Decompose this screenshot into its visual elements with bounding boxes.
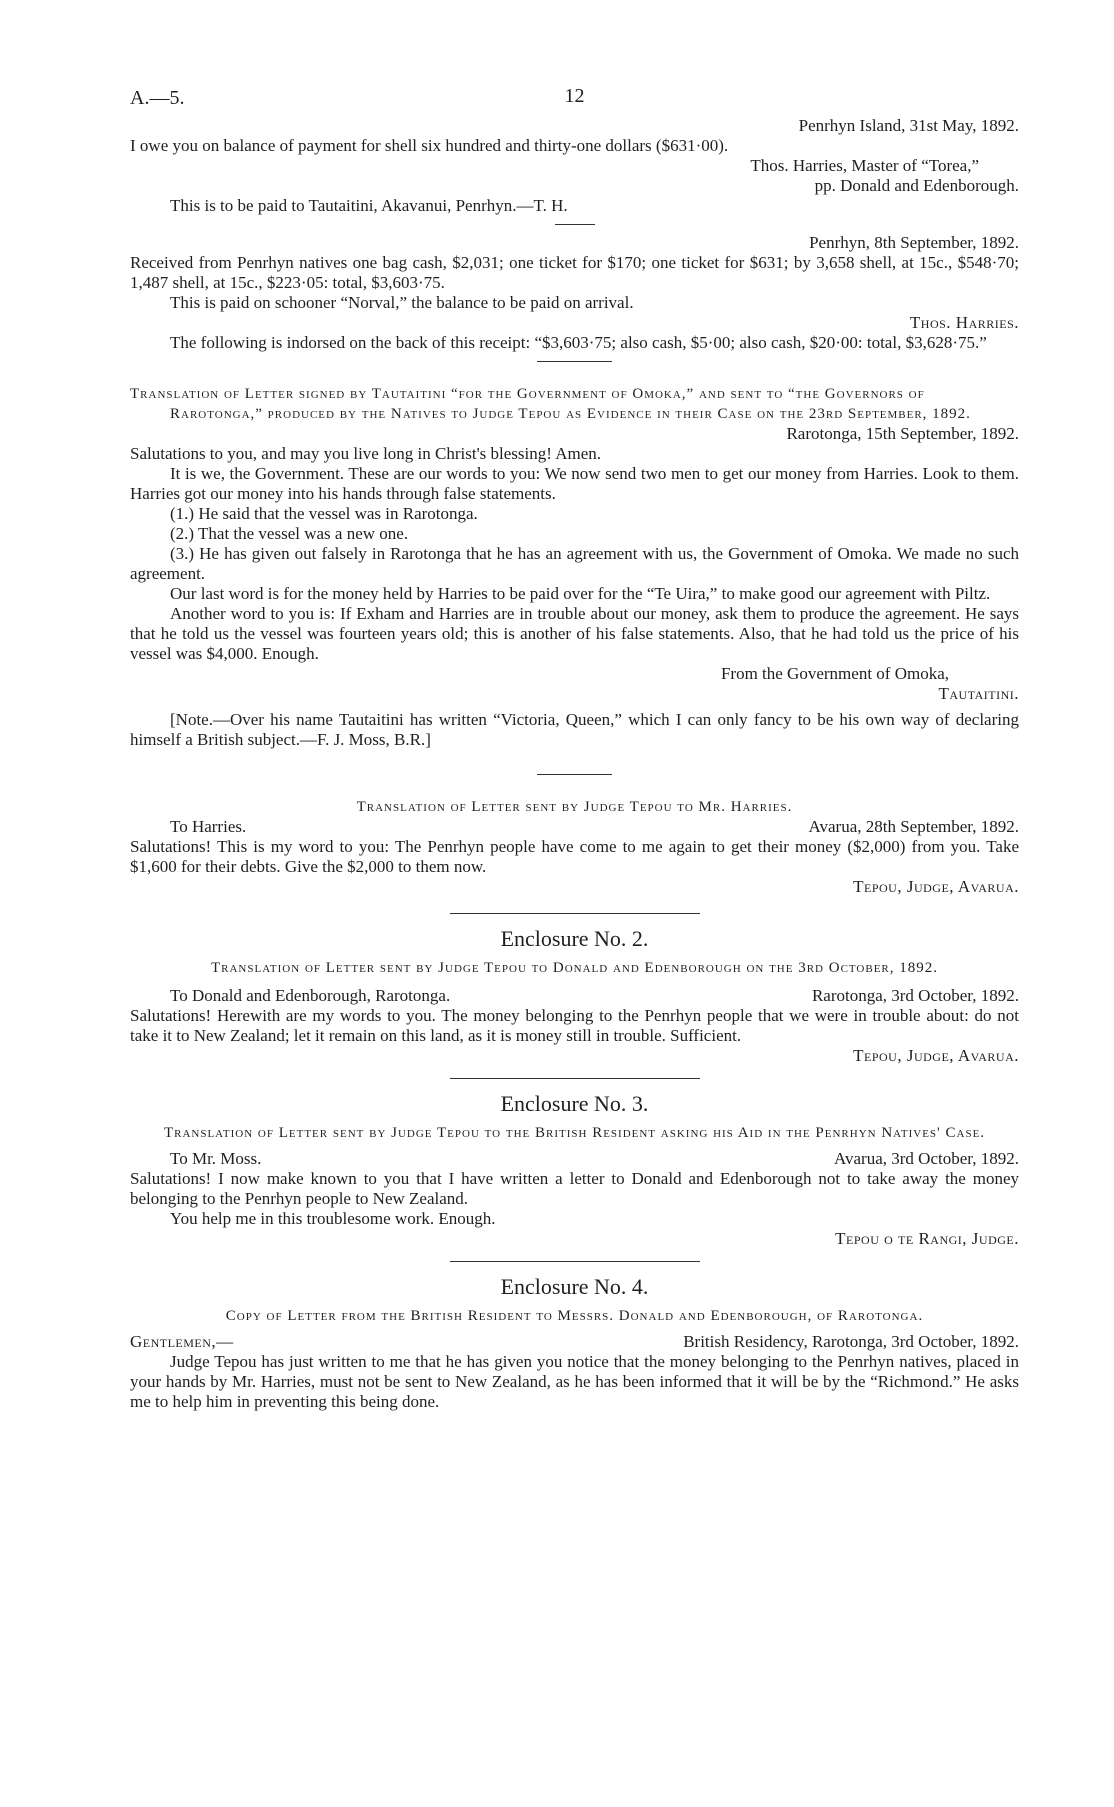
enclosure3-address-line [130,1149,1019,1169]
receipt2-place-date: Penrhyn, 8th September, 1892. [809,233,1019,252]
enclosure3-place-date: Avarua, 3rd October, 1892. [834,1149,1019,1168]
enclosure4-heading: Enclosure No. 4. [500,1274,649,1299]
letter1-from: From the Government of Omoka, [720,664,949,683]
receipt2-indorsement: The following is indorsed on the back of this receipt: “$3,603·75; also cash, $5·00; also cash, $20·00: total, $3,628·75.” [170,333,987,352]
divider [450,1261,700,1262]
enclosure3-to: To Mr. Moss. [170,1149,262,1168]
enclosure2-body: Salutations! Herewith are my words to you. The money belonging to the Penrhyn people that we were in trouble about: do not take it to New Zealand; let it remain on this land, as it is money still in trouble. Sufficient. [130,1006,1019,1045]
divider [537,361,612,362]
enclosure4-address-line [130,1332,1019,1352]
receipt1-pp: pp. Donald and Edenborough. [814,176,1019,195]
letter1-salutation: Salutations to you, and may you live long in Christ's blessing! Amen. [130,444,602,463]
letter1-paragraph: It is we, the Government. These are our words to you: We now send two men to get our money from Harries. Look to them. Harries got our money into his hands through false statements. [130,464,1019,503]
letter2-signer: Tepou, Judge, Avarua. [853,877,1019,896]
enclosure4-body: Judge Tepou has just written to me that he has given you notice that the money belonging to the Penrhyn natives, placed in your hands by Mr. Harries, must not be sent to New Zealand, as he has been informed that it will be by the “Richmond.” He asks me to help him in preventing this being done. [130,1352,1019,1411]
enclosure4-greeting: Gentlemen,— [130,1332,234,1351]
divider [537,774,612,775]
divider [450,913,700,914]
letter1-note: [Note.—Over his name Tautaitini has written “Victoria, Queen,” which I can only fancy to be his own way of declaring himself a British subject.—F. J. Moss, B.R.] [130,710,1019,749]
enclosure3-body: Salutations! I now make known to you that I have written a letter to Donald and Edenborough not to take away the money belonging to the Penrhyn people to New Zealand. [130,1169,1019,1208]
enclosure4-title: Copy of Letter from the British Resident to Messrs. Donald and Edenborough, of Rarotonga. [225,1308,924,1324]
letter1-place-date: Rarotonga, 15th September, 1892. [786,424,1019,443]
letter1-item: (1.) He said that the vessel was in Rarotonga. [170,504,478,523]
letter1-signer: Tautaitini. [938,684,1019,703]
enclosure2-signer: Tepou, Judge, Avarua. [853,1046,1019,1065]
receipt1-signer: Thos. Harries, Master of “Torea,” [750,156,979,175]
letter2-body: Salutations! This is my word to you: The Penrhyn people have come to me again to get their money ($2,000) from you. Take $1,600 for their debts. Give the $2,000 to them now. [130,837,1019,876]
letter2-address-line [130,817,1019,837]
letter2-to: To Harries. [170,817,247,836]
letter1-item: (3.) He has given out falsely in Rarotonga that he has an agreement with us, the Government of Omoka. We made no such agreement. [130,544,1019,583]
letter1-title: Translation of Letter signed by Tautaitini “for the Government of Omoka,” and sent to “the Governors of Rarotonga,” produced by the Natives to Judge Tepou as Evidence in their Case on the 23rd September, 1892. [130,386,971,422]
enclosure3-heading: Enclosure No. 3. [500,1091,649,1116]
enclosure2-place-date: Rarotonga, 3rd October, 1892. [811,986,1019,1005]
receipt2-note: This is paid on schooner “Norval,” the balance to be paid on arrival. [170,293,634,312]
enclosure3-body: You help me in this troublesome work. Enough. [170,1209,496,1228]
receipt2-signer: Thos. Harries. [909,313,1019,332]
enclosure2-address-line [130,986,1019,1006]
enclosure2-title: Translation of Letter sent by Judge Tepou to Donald and Edenborough on the 3rd October, 1892. [210,960,939,976]
enclosure3-signer: Tepou o te Rangi, Judge. [835,1229,1019,1248]
receipt1-body: I owe you on balance of payment for shell six hundred and thirty-one dollars ($631·00). [130,136,729,155]
letter1-paragraph: Our last word is for the money held by Harries to be paid over for the “Te Uira,” to make good our agreement with Piltz. [170,584,991,603]
divider [450,1078,700,1079]
enclosure2-heading: Enclosure No. 2. [500,926,649,951]
receipt1-note: This is to be paid to Tautaitini, Akavanui, Penrhyn.—T. H. [170,196,568,215]
receipt2-body: Received from Penrhyn natives one bag cash, $2,031; one ticket for $170; one ticket for $631; by 3,658 shell, at 15c., $548·70; 1,487 shell, at 15c., $223·05: total, $3,603·75. [130,253,1019,292]
letter1-paragraph: Another word to you is: If Exham and Harries are in trouble about our money, ask them to produce the agreement. He says that he told us the vessel was fourteen years old; this is another of his false statements. Also, that he had told us the price of his vessel was $4,000. Enough. [130,604,1019,663]
report-reference: A.—5. [130,87,185,109]
letter2-place-date: Avarua, 28th September, 1892. [808,817,1019,836]
letter2-title: Translation of Letter sent by Judge Tepou to Mr. Harries. [356,799,793,815]
page-header [130,82,1019,116]
divider [555,224,595,225]
page-number: 12 [564,85,585,107]
enclosure2-to: To Donald and Edenborough, Rarotonga. [170,986,451,1005]
letter1-item: (2.) That the vessel was a new one. [170,524,409,543]
enclosure4-place-date: British Residency, Rarotonga, 3rd October, 1892. [683,1332,1019,1351]
receipt1-place-date: Penrhyn Island, 31st May, 1892. [798,116,1019,135]
enclosure3-title: Translation of Letter sent by Judge Tepou to the British Resident asking his Aid in the Penrhyn Natives' Case. [163,1125,986,1141]
